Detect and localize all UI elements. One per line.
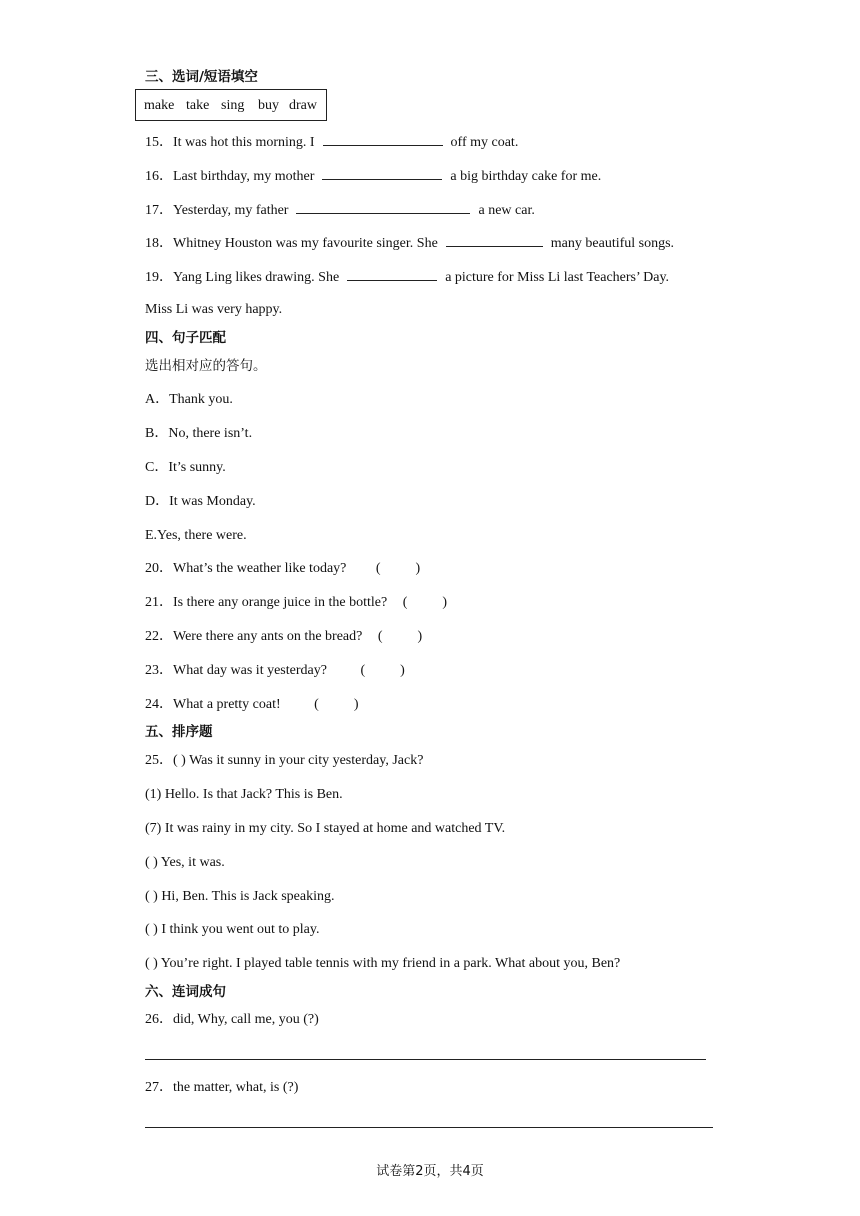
fill-blank[interactable] <box>323 132 443 146</box>
question-24: 24．What a pretty coat! ( ) <box>145 697 359 712</box>
question-15: 15．It was hot this morning. I off my coat. <box>145 132 518 152</box>
word-bank-item: make <box>144 98 175 113</box>
page-footer: 试卷第2页，共4页 <box>376 1164 484 1179</box>
option-c: C．It’s sunny. <box>145 460 226 475</box>
dialogue-line: (7) It was rainy in my city. So I stayed at home and watched TV. <box>145 821 506 836</box>
section-4-heading: 四、句子匹配 <box>145 330 226 346</box>
question-19-continuation: Miss Li was very happy. <box>145 302 283 317</box>
answer-parentheses[interactable]: ( ) <box>377 629 423 644</box>
question-19: 19．Yang Ling likes drawing. She a picture for Miss Li last Teachers’ Day. <box>145 267 669 287</box>
question-number: 16． <box>145 169 173 184</box>
question-number: 15． <box>145 135 173 150</box>
question-23: 23．What day was it yesterday? ( ) <box>145 663 405 678</box>
dialogue-line[interactable]: ( ) Yes, it was. <box>145 855 225 870</box>
word-bank-item: sing <box>221 98 245 113</box>
option-b: B．No, there isn’t. <box>145 426 253 441</box>
fill-blank[interactable] <box>322 166 442 180</box>
question-number: 19． <box>145 270 173 285</box>
word-bank-item: take <box>186 98 210 113</box>
dialogue-line: (1) Hello. Is that Jack? This is Ben. <box>145 787 343 802</box>
section-5-heading: 五、排序题 <box>145 724 213 740</box>
question-21: 21．Is there any orange juice in the bottle? ( ) <box>145 595 448 610</box>
section-4-instruction: 选出相对应的答句。 <box>145 358 267 374</box>
question-26: 26．did, Why, call me, you (?) <box>145 1012 319 1027</box>
option-d: D．It was Monday. <box>145 494 256 509</box>
question-17: 17．Yesterday, my father a new car. <box>145 200 535 220</box>
question-22: 22．Were there any ants on the bread? ( ) <box>145 629 423 644</box>
section-6-heading: 六、连词成句 <box>145 984 226 1000</box>
dialogue-line[interactable]: ( ) I think you went out to play. <box>145 922 320 937</box>
question-number: 18． <box>145 236 173 251</box>
dialogue-line[interactable]: ( ) Hi, Ben. This is Jack speaking. <box>145 889 335 904</box>
fill-blank[interactable] <box>347 267 437 281</box>
answer-parentheses[interactable]: ( ) <box>375 561 421 576</box>
question-20: 20．What’s the weather like today? ( ) <box>145 561 421 576</box>
fill-blank[interactable] <box>296 200 470 214</box>
word-bank-item: buy <box>258 98 279 113</box>
question-18: 18．Whitney Houston was my favourite singer. She many beautiful songs. <box>145 233 674 253</box>
answer-parentheses[interactable]: ( ) <box>314 697 359 712</box>
answer-parentheses[interactable]: ( ) <box>360 663 405 678</box>
word-bank-item: draw <box>289 98 317 113</box>
question-27: 27．the matter, what, is (?) <box>145 1080 299 1095</box>
word-bank-box <box>135 89 327 121</box>
option-e: E.Yes, there were. <box>145 528 247 543</box>
question-16: 16．Last birthday, my mother a big birthday cake for me. <box>145 166 601 186</box>
question-25[interactable]: 25．( ) Was it sunny in your city yesterday, Jack? <box>145 753 424 768</box>
answer-line[interactable] <box>145 1059 706 1060</box>
answer-parentheses[interactable]: ( ) <box>402 595 448 610</box>
section-3-heading: 三、选词/短语填空 <box>145 69 258 85</box>
question-number: 17． <box>145 203 173 218</box>
answer-line[interactable] <box>145 1127 713 1128</box>
fill-blank[interactable] <box>446 233 543 247</box>
dialogue-line[interactable]: ( ) You’re right. I played table tennis with my friend in a park. What about you, Ben? <box>145 956 621 971</box>
option-a: A．Thank you. <box>145 392 233 407</box>
